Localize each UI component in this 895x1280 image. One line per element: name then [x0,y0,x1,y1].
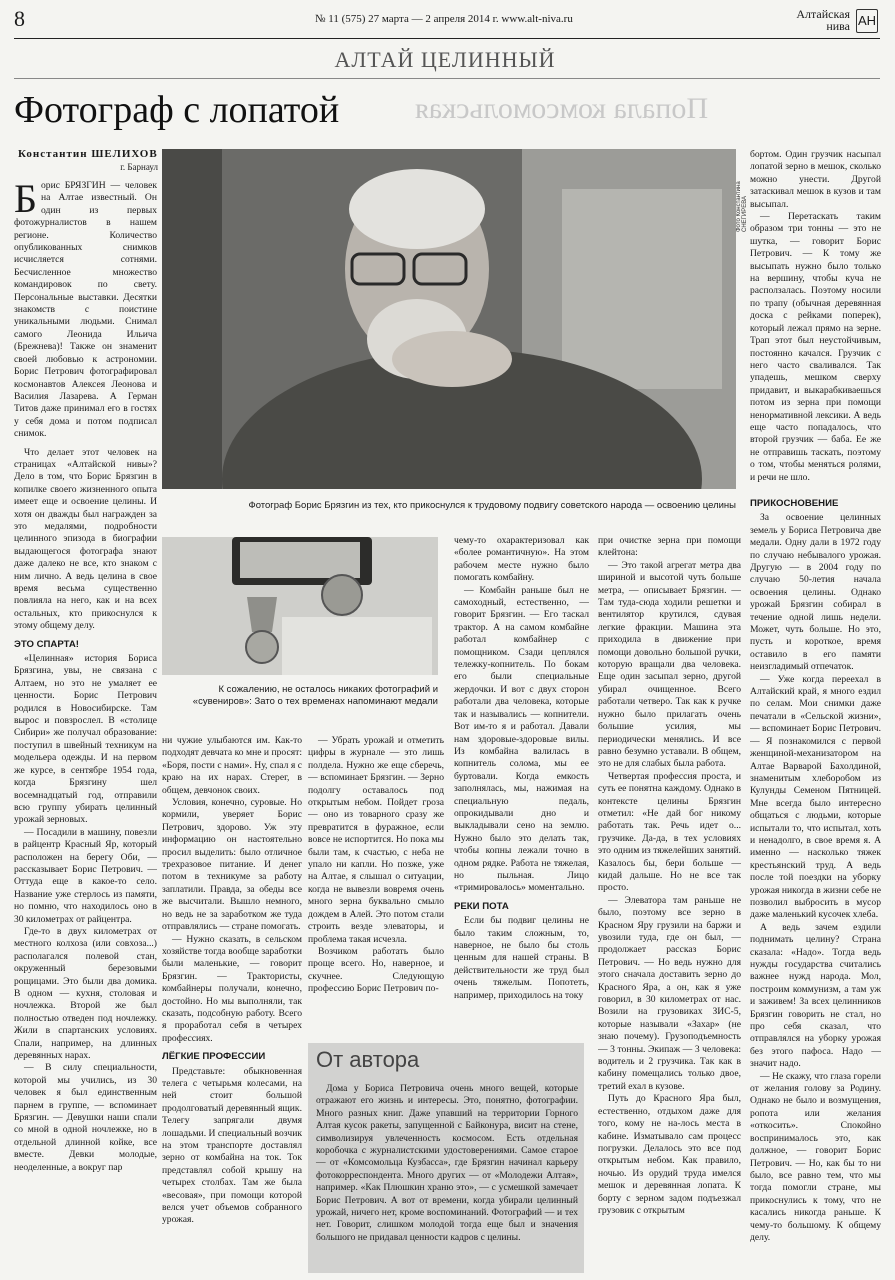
paragraph: — Нужно сказать, в сельском хозяйстве тогда вообще заработки были маленькие, — говорит Брязгин. — Трактористы, комбайнеры получали, конечно, достойно. Но мы выполняли, так сказать, подсобную работу. Всего я проработал себя в четырех профессиях. [162,933,302,1044]
paragraph: — Элеватора там раньше не было, поэтому все зерно в Красном Яру грузили на баржи и увозили туда, где он был, — продолжает рассказ Борис Петрович. — Но ведь нужно для этого сначала доставить зерно до Красного Яра, а он, как я уже говорил, в 30 километрах от нас. Возили на грузовиках ЗИС-5, которые называли «Захар» (не знаю почему). Грузоподъемность — 3 тонны. Экипаж — 3 человека: водитель и 2 грузчика. Так как в кабину помещались только двое, третий ехал в кузове. [598,894,741,1092]
paragraph: — Перетаскать таким образом три тонны — это не шутка, — говорит Борис Петрович. — К тому же высыпать нужно было только на вершину, чтобы куча не расползалась. Поэтому носили по трапу (обычная деревянная доска с рейками поперек), который лежал прямо на зерне. Трап этот был неустойчивым, постоянно качался. Грузчик с него часто сваливался. Так упадешь, мешком сверху придавит, и выкарабкиваешься потом из зерна при помощи ненормативной лексики. А ведь еще часто попадалось, что второй грузчик — баба. Ее же не отправишь таскать, поэтому о том, чтобы меняться ролями, и речи не шло. [750,211,881,483]
author-note-text [316,1083,578,1244]
byline-city: г. Барнаул [120,162,158,172]
show-through-text: Попала комсомольская [415,92,709,125]
subheading: РЕКИ ПОТА [454,900,509,912]
section-rule [14,78,880,79]
paragraph: орис БРЯЗГИН — человек на Алтае известный. Он один из первых фотожурналистов в нашем регионе. Количество опубликованных снимков исчисляется сотнями. Бесчисленное множество командировок по свету. Персональные выставки. Десятки знакомств с поистине уникальными людьми. Снимал самого Леонида Ильича (Брежнева)! Также он знаменит своей любовью к астрономии. Борис Петрович фотографировал космонавтов Алексея Леонова и Василия Лазарева. А Герман Титов даже принимал его в гостях у себя дома и потом подписал снимок. [14,180,157,440]
paragraph: Если бы подвиг целины не было таким сложным, то, наверное, не было бы столь ценным для нашей страны. В действительности же труд был очень тяжелым. Попотеть, например, приходилось на току [454,915,589,1001]
author-note-box [308,1043,584,1273]
paragraph: ни чужие улыбаются им. Как-то подходят девчата ко мне и просят: «Боря, пости с нами». Ну, спал я с краю на их нарах. Стерег, в общем, девчонок своих. [162,735,302,796]
article-column-1 [14,180,157,1275]
byline-author: Константин ШЕЛИХОВ [18,148,158,160]
page-number: 8 [14,6,25,31]
portrait-illustration [162,149,736,489]
paragraph: Где-то в двух километрах от местного колхоза (или совхоза...) располагался полевой стан, окруженный березовыми рощицами. Это были два домика. В одном — кухня, столовая и ночлежка. Второй же был полностью отведен под ночлежку. Жили в спартанских условиях. Спали, например, на длинных деревянных нарах. [14,925,157,1062]
article-column-3 [454,535,589,1030]
subheading: ЭТО СПАРТА! [14,638,79,650]
paragraph: Дома у Бориса Петровича очень много вещей, которые отражают его жизнь и интересы. Это, понятно, фотографии. Много разных книг. Даже упавший на территории Горного Алтая кусок ракеты, запущенной с Байконура, висит на стене, символизируя увлеченность космосом. Есть отдельная коробочка с журналистскими удостоверениями. Самое старое — от «Комсомольца Кузбасса», где Брязгин начинал карьеру фотокорреспондента. Много других — от «Молодежи Алтая», например. «Как Плюшкин храню это», — с усмешкой замечает Борис Петрович. А вот от времени, когда убирали целинный урожай, ничего нет, кроме воспоминаний. Фотографий — и тех нет. Говорит, слишком молодой тогда еще был и значения большого не придавал ценности кадров с целины. [316,1083,578,1243]
paragraph: при очистке зерна при помощи клейтона: [598,535,741,559]
article-column-2b [308,735,444,1035]
paragraph: Путь до Красного Яра был, естественно, отдыхом даже для того, кому не на-лось места в кабине. Изматывало сам процесс погрузки. Делалось это все под открытым небом. Как правило, ночью. Из орудий труда имелся мешок и деревянная лопата. К борту с зерном задом подъезжал грузовик с открытым [598,1093,741,1216]
article-column-2 [162,735,302,1280]
paragraph: — Убрать урожай и отметить цифры в журнале — это лишь полдела. Нужно же еще сберечь, — вспоминает Брязгин. — Зерно подолгу оставалось под открытым небом. Пойдет гроза — оно из товарного сразу же превратится в фуражное, если вовсе не испортится. Но пока мы были там, к счастью, с неба не упало ни капли. Но позже, уже на Алтае, я слышал о ситуации, когда не вывезли вовремя очень много зерна буквально смыло дождем в Алей. Это потом стали строить везде элеваторы, и проблема такая исчезла. [308,735,444,945]
paragraph: — Комбайн раньше был не самоходный, естественно, — говорит Брязгин. — Его таскал трактор. А на самом комбайне работал комбайнер с помощником. Сзади цеплялся тележку-копнитель. По бокам его были специальные жердочки. И вот с двух сторон работали два человека, которые так и назывались — копнители. Вот им-то я и работал. Давали нам здоровые-здоровые вилы. Из комбайна валилась в копнитель солома, мы ее буртовали. Когда емкость заполнялась, мы, нажимая на специальную педаль, опрокидывали дно и выкладывали сено на землю. Нужно было это делать так, чтобы копны лежали точно в одном рядке. Работа не тяжелая, но пыльная. Лицо «тримировалось» моментально. [454,584,589,894]
issue-line: № 11 (575) 27 марта — 2 апреля 2014 г. www.alt-niva.ru [315,13,573,25]
subheading: ЛЁГКИЕ ПРОФЕССИИ [162,1051,266,1063]
portrait-photo [162,149,736,489]
paragraph: чему-то охарактеризовал как «более романтичную». На этом рабочем месте нужно было помогать комбайну. [454,535,589,584]
medals-photo [162,537,438,675]
medals-illustration [162,537,438,675]
subheading: ПРИКОСНОВЕНИЕ [750,497,839,509]
drop-cap: Б [14,180,37,221]
paragraph: «Целинная» история Бориса Брязгина, увы, не связана с Алтаем, но это не умаляет ее ценности. Борис Петрович родился в Новосибирске. Там вырос и повзрослел. В «столице Сибири» же получал образование: поступил в швейный техникум на модельера одежды. И на первом же курсе, в сентябре 1954 года, когда Брязгину шел восемнадцатый год, отправили всю группу убирать целинный урожай зерновых. [14,653,157,826]
photo-caption: Фотограф Борис Брязгин из тех, кто прикоснулся к трудовому подвигу советского народа — освоению целины [248,500,736,511]
photo-credit: Фото Константина СНЕГИРЕВА [736,181,748,232]
newspaper-logo-icon: АН [856,9,878,33]
header-rule [14,38,880,39]
paragraph: Условия, конечно, суровые. Но кормили, уверяет Борис Петрович, здорово. Уж эту информацию он настоятельно просил выделить: было отличное трехразовое питание. И денег потом в техникуме за работу заплатили. Правда, за обеды все же высчитали. Вышло немного, но ведь не за заработком же туда отправлялись — стране помогать. [162,797,302,933]
paragraph: А ведь зачем ездили поднимать целину? Страна сказала: «Надо». Тогда ведь нужды государства считались важнее нужд народа. Мол, построим коммунизм, а там уж и заживем! За всех целинников Брязгин говорить не стал, но про себя сказал, что отправлялся на уборку урожая без этого пафоса. Надо — значит надо. [750,921,881,1070]
paper-name [780,8,850,32]
paper-name-line1: Алтайская [796,7,850,21]
paragraph: — Это такой агрегат метра два шириной и высотой чуть больше метра, — описывает Брязгин. — Там туда-сюда ходили решетки и вентилятор крутился, сдувая легкие фракции. Машина эта приходила в движение при помощи довольно большой ручки, которую вращали два человека. Еще один засыпал зерно, другой убирал очищенное. Всего работали четверо. Так как к ручке нужно было прилагать очень большие усилия, мы периодически менялись. И все равно безумно уставали. В общем, это не для слабых была работа. [598,559,741,770]
headline: Фотограф с лопатой [14,89,340,131]
paragraph: Четвертая профессия проста, и суть ее понятна каждому. Однако в контексте целины Брязгин отметил: «Не дай бог никому работать так. Речь идет о... грузчике. Да-да, в тех условиях это одним из тяжелейших занятий. Казалось бы, бери больше — кидай дальше. Но не все так просто. [598,770,741,894]
paragraph: — Посадили в машину, повезли в райцентр Красный Яр, который расположен на берегу Оби, — рассказывает Борис Петрович. — Оттуда еще в какое-то село. Название уже стерлось из памяти, но помню, что находилось оно в 30 километрах от райцентра. [14,826,157,925]
paragraph: Представьте: обыкновенная телега с четырьмя колесами, на ней стоит большой продолговатый деревянный ящик. Телегу запрягали двумя лошадьми. И специальный возчик на этом транспорте доставлял зерно от комбайна на ток. Ток представлял собой крышу на четырех столбах. Там же была «весовая», при помощи которой велся учет объемов собранного урожая. [162,1065,302,1226]
paragraph: — В силу специальности, которой мы учились, из 30 человек я был единственным парнем в группе, — вспоминает Брязгин. — Девушки наши спали со мной в одной ночлежке, но в отдельной длинной койке, все вместе. Девки молодые, неоделенные, а вокруг пар [14,1062,157,1173]
article-column-5 [750,149,881,1275]
section-title: АЛТАЙ ЦЕЛИННЫЙ [334,47,556,72]
paper-name-line2: нива [826,19,850,33]
author-note-title: От автора [316,1047,420,1072]
paragraph: — Уже когда переехал в Алтайский край, я много ездил по селам. Мои снимки даже печатали в «Сельской жизни», — вспоминает Борис Петрович. — Я познакомился с первой женщиной-механизатором на Алтае Варварой Бахолдиной, знаменитым хлеборобом из Кулунды Семеном Пятницей. Мне всегда было интересно общаться с людьми, которые испытали то, что испытал, хоть и ненадолго, в свое время я. А именно — насколько тяжек крестьянский труд. А ведь после той поездки на уборку урожая никогда в жизни себе не позволил выбросить в мусор даже маленький кусочек хлеба. [750,673,881,921]
paragraph: бортом. Один грузчик насыпал лопатой зерно в мешок, сколько можно унести. Другой затаскивал мешок в кузов и там высыпал. [750,149,881,210]
paragraph: — Не скажу, что глаза горели от желания голову за Родину. Однако не было и возмущения, ропота или желания «откосить». Спокойно воспринималось это, как должное, — говорит Борис Петрович. — Но, как бы то ни было, все равно тем, что мы тогда помогли стране, мы прикоснулись к тому, что не касались никогда раньше. К чему-то большому. К общему делу. [750,1070,881,1243]
medals-caption: К сожалению, не осталось никаких фотографий и «сувениров»: Зато о тех временах напоминают медали [192,684,438,707]
article-column-4 [598,535,741,1280]
paragraph: За освоение целинных земель у Бориса Петровича две медали. Одну дали в 1972 году по случаю небывалого урожая. Другую — в 2004 году по случаю 50-летия начала освоения целины. Однако урожай Брязгин собирал в течение одной лишь недели. Может, чуть больше. Но это, пусть и короткое, время оставило в его памяти неизгладимый отпечаток. [750,512,881,673]
paragraph: Возчиком работать было проще всего. Но, наверное, и скучнее. Следующую профессию Борис Петрович по- [308,945,444,995]
paragraph: Что делает этот человек на страницах «Алтайской нивы»? Дело в том, что Борис Брязгин в копилке своего жизненного опыта имеет еще и освоение целины. И хотя он дважды был награжден за это медалями, подробности целинного эпизода в биографии выдающегося фотографа знают даже далеко не все, кто знаком с ним лично. А ведь целина в свое время весьма существенно повлияла на него, как и на всех остальных, кто прикоснулся к этому общему делу. [14,446,157,632]
